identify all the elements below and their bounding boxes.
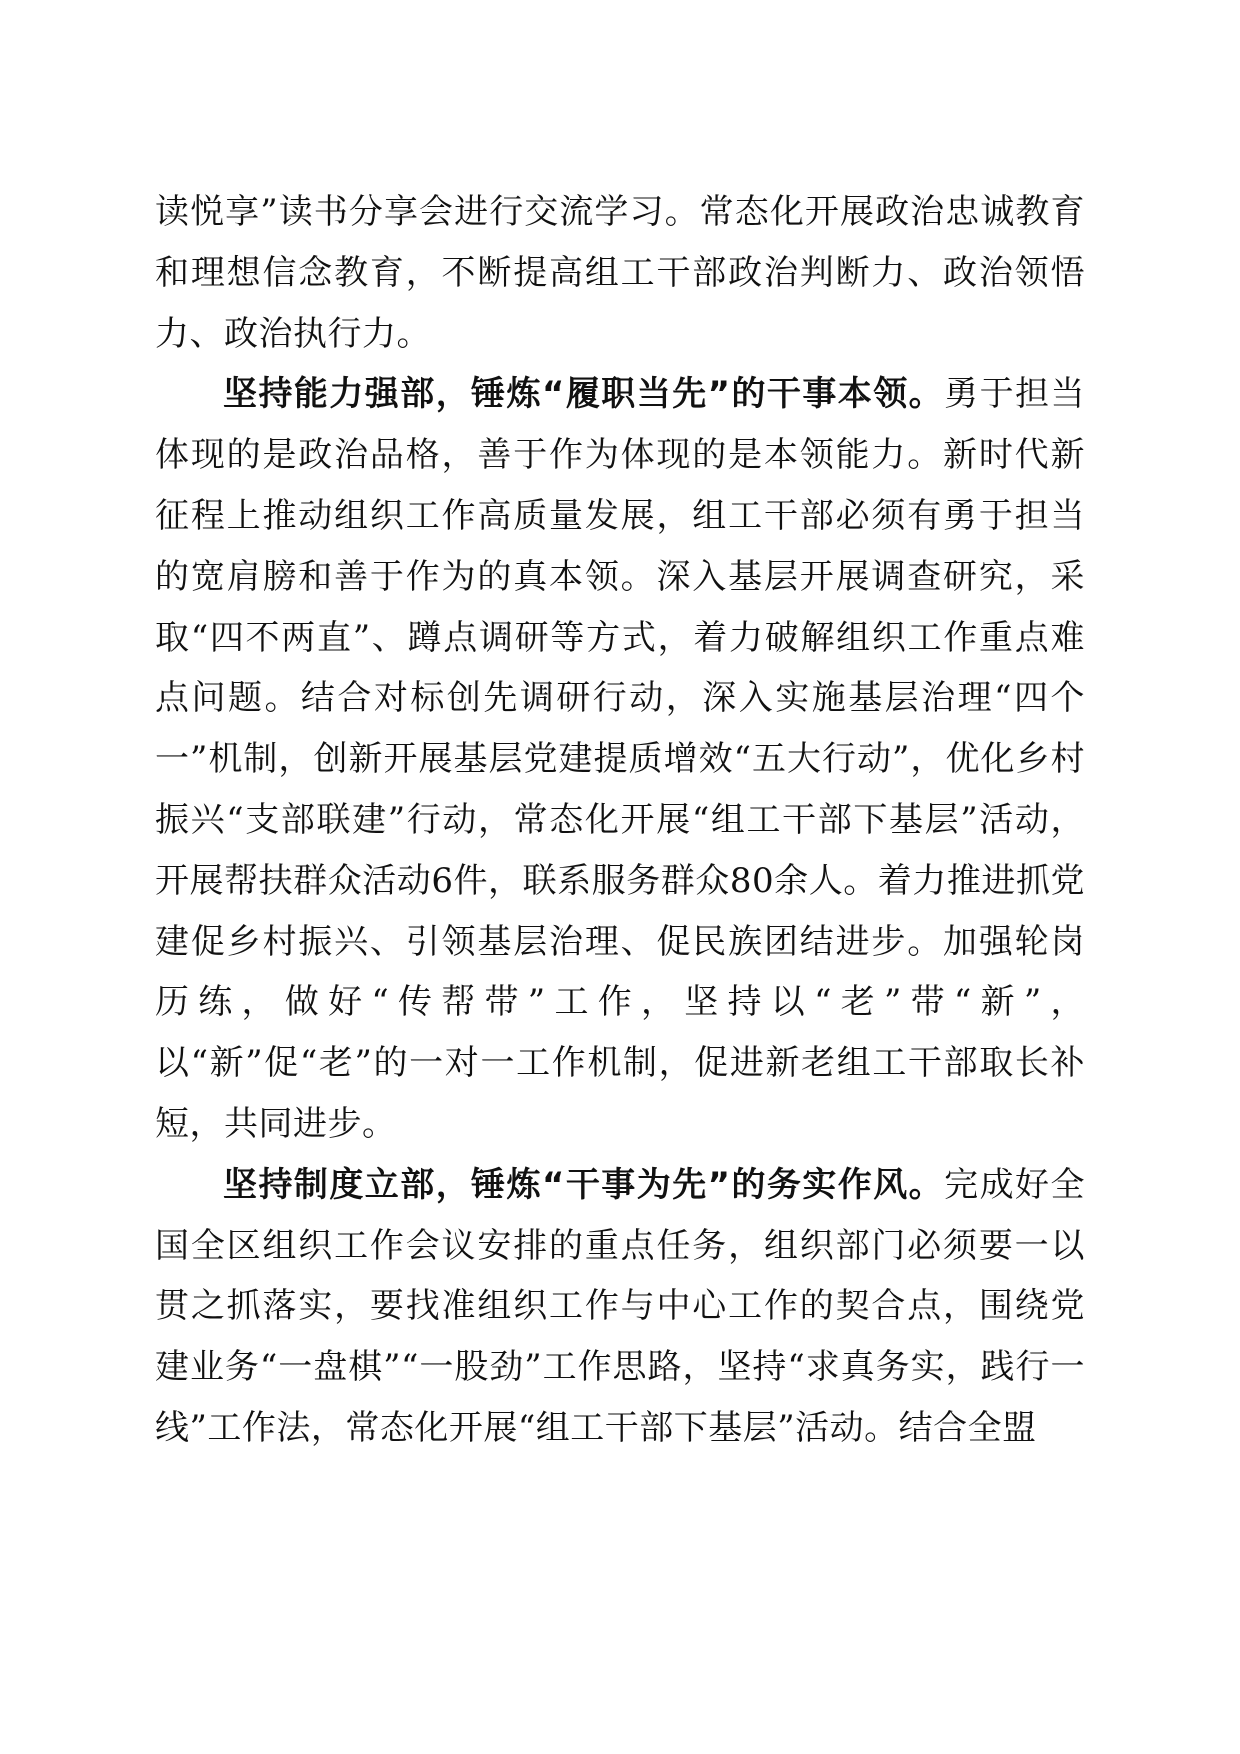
- paragraph-capability: [155, 364, 1085, 1154]
- document-body: [155, 182, 1085, 1459]
- paragraph-body: 勇于担当体现的是政治品格，善于作为体现的是本领能力。新时代新征程上推动组织工作高质量发展，组工干部必须有勇于担当的宽肩膀和善于作为的真本领。深入基层开展调查研究，采取“四不两直”、蹲点调研等方式，着力破解组织工作重点难点问题。结合对标创先调研行动，深入实施基层治理“四个一”机制，创新开展基层党建提质增效“五大行动”，优化乡村振兴“支部联建”行动，常态化开展“组工干部下基层”活动，开展帮扶群众活动6件，联系服务群众80余人。着力推进抓党建促乡村振兴、引领基层治理、促民族团结进步。加强轮岗历练，做好“传帮带”工作，坚持以“老”带“新”，以“新”促“老”的一对一工作机制，促进新老组工干部取长补短，共同进步。: [155, 374, 1085, 1144]
- paragraph-system: [155, 1155, 1085, 1459]
- paragraph-body: 完成好全国全区组织工作会议安排的重点任务，组织部门必须要一以贯之抓落实，要找准组织工作与中心工作的契合点，围绕党建业务“一盘棋”“一股劲”工作思路，坚持“求真务实，践行一线”工作法，常态化开展“组工干部下基层”活动。结合全盟: [155, 1164, 1085, 1448]
- paragraph-continuation: [155, 182, 1085, 364]
- paragraph-heading: 坚持能力强部，锤炼“履职当先”的干事本领。: [223, 374, 945, 415]
- paragraph-body: 读悦享”读书分享会进行交流学习。常态化开展政治忠诚教育和理想信念教育，不断提高组工干部政治判断力、政治领悟力、政治执行力。: [155, 192, 1085, 354]
- paragraph-heading: 坚持制度立部，锤炼“干事为先”的务实作风。: [223, 1164, 945, 1205]
